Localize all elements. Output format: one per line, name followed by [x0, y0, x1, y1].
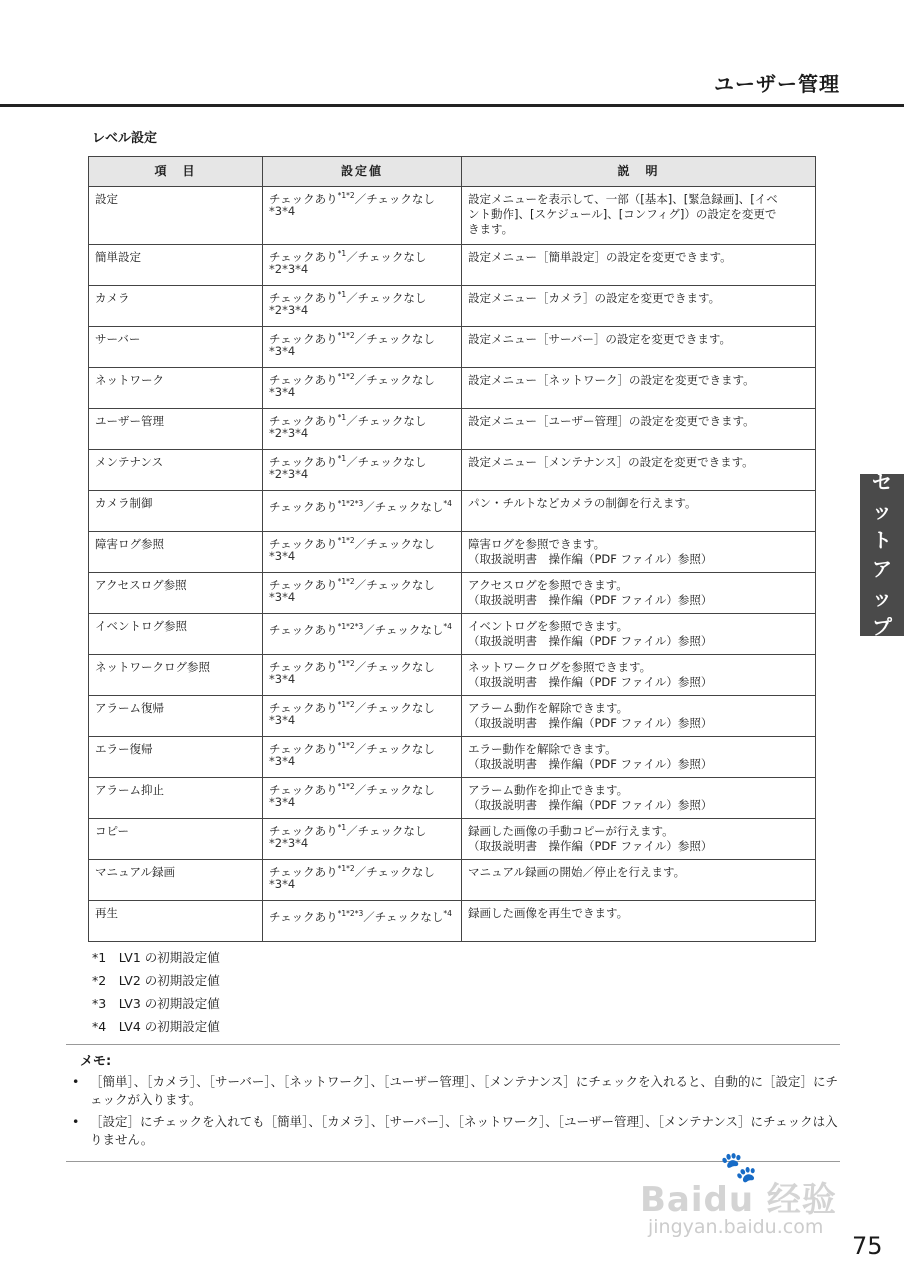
setting-off-footnote-ref: *3*4	[269, 204, 296, 218]
description-line: （取扱説明書 操作編（PDF ファイル）参照）	[468, 798, 713, 812]
setting-cell	[263, 860, 462, 901]
item-cell: アクセスログ参照	[89, 573, 263, 614]
item-cell: ユーザー管理	[89, 409, 263, 450]
side-tab-char: プ	[872, 615, 892, 639]
setting-on-footnote-ref: *1*2	[337, 659, 355, 668]
item-cell: 設定	[89, 187, 263, 245]
setting-cell	[263, 327, 462, 368]
side-tab-char: ト	[872, 528, 892, 552]
column-header-setting: 設定値	[263, 157, 462, 187]
item-cell: 再生	[89, 901, 263, 942]
description-cell	[462, 245, 816, 286]
description-line: （取扱説明書 操作編（PDF ファイル）参照）	[468, 757, 713, 771]
setting-value	[269, 537, 455, 552]
table-row	[89, 245, 816, 286]
setting-off-footnote-ref: *2*3*4	[269, 262, 309, 276]
setting-value	[269, 192, 455, 207]
header-rule	[0, 104, 904, 107]
item-cell: ネットワーク	[89, 368, 263, 409]
description-cell	[462, 819, 816, 860]
section-title: レベル設定	[92, 131, 158, 146]
setting-value	[269, 701, 455, 716]
setting-on-text: チェックあり	[269, 500, 338, 514]
setting-on-text: チェックあり	[269, 824, 338, 838]
setting-off-text: ／チェックなし	[354, 332, 435, 346]
setting-off-footnote-ref: *2*3*4	[269, 836, 309, 850]
setting-on-text: チェックあり	[269, 332, 338, 346]
setting-cell	[263, 573, 462, 614]
setting-off-text-wrap: し	[431, 500, 444, 514]
description-line: 設定メニュー［サーバー］の設定を変更できます。	[468, 332, 732, 346]
description-line: 設定メニューを表示して、一部（[基本]、[緊急録画]、[イベ	[468, 192, 778, 206]
memo-item	[70, 1073, 840, 1109]
setting-on-footnote-ref: *1*2	[337, 191, 355, 200]
setting-on-text: チェックあり	[269, 578, 338, 592]
description-line: 録画した画像を再生できます。	[468, 906, 629, 920]
description-line: マニュアル録画の開始／停止を行えます。	[468, 865, 686, 879]
setting-on-footnote-ref: *1*2	[337, 700, 355, 709]
table-row	[89, 901, 816, 942]
memo-item	[70, 1113, 840, 1149]
setting-cell	[263, 286, 462, 327]
description-cell	[462, 737, 816, 778]
item-cell: アラーム抑止	[89, 778, 263, 819]
item-cell: カメラ制御	[89, 491, 263, 532]
setting-off-text: ／チェックなし	[354, 578, 435, 592]
description-cell	[462, 368, 816, 409]
column-header-description: 説 明	[462, 157, 816, 187]
setting-off-text: ／チェックなし	[354, 660, 435, 674]
side-tab-char: ッ	[872, 499, 892, 523]
setting-on-footnote-ref: *1*2	[337, 536, 355, 545]
side-tab-char: ア	[872, 557, 892, 581]
column-header-item: 項 目	[89, 157, 263, 187]
setting-value	[269, 865, 455, 880]
description-cell	[462, 286, 816, 327]
setting-on-footnote-ref: *1*2	[337, 782, 355, 791]
description-line: ント動作]、[スケジュール]、[コンフィグ]）の設定を変更で	[468, 207, 777, 221]
setting-cell	[263, 819, 462, 860]
item-cell: メンテナンス	[89, 450, 263, 491]
description-line: （取扱説明書 操作編（PDF ファイル）参照）	[468, 839, 713, 853]
table-row	[89, 409, 816, 450]
setting-off-text-wrap: し	[431, 910, 444, 924]
item-cell: サーバー	[89, 327, 263, 368]
bullet-icon: •	[72, 1074, 80, 1089]
setting-on-footnote-ref: *1*2	[337, 741, 355, 750]
description-line: アラーム動作を解除できます。	[468, 701, 629, 715]
description-cell	[462, 860, 816, 901]
item-cell: イベントログ参照	[89, 614, 263, 655]
footnote: *4 LV4 の初期設定値	[92, 1019, 220, 1034]
page-header-title: ユーザー管理	[714, 72, 840, 96]
item-cell: エラー復帰	[89, 737, 263, 778]
description-line: 録画した画像の手動コピーが行えます。	[468, 824, 674, 838]
setting-on-footnote-ref: *1*2	[337, 372, 355, 381]
description-line: アラーム動作を抑止できます。	[468, 783, 629, 797]
setting-on-text: チェックあり	[269, 865, 338, 879]
setting-off-text: ／チェックなし	[354, 701, 435, 715]
description-line: ネットワークログを参照できます。	[468, 660, 652, 674]
description-cell	[462, 655, 816, 696]
setting-cell	[263, 532, 462, 573]
setting-cell	[263, 450, 462, 491]
setting-cell	[263, 187, 462, 245]
setting-off-text: ／チェックなし	[354, 865, 435, 879]
setting-value	[269, 783, 455, 798]
setting-off-text: ／チェックなし	[346, 824, 427, 838]
side-tab-setup	[860, 470, 904, 639]
setting-on-text: チェックあり	[269, 537, 338, 551]
setting-off-footnote-ref: *2*3*4	[269, 467, 309, 481]
setting-off-footnote-ref: *3*4	[269, 754, 296, 768]
setting-off-footnote-ref: *3*4	[269, 344, 296, 358]
description-cell	[462, 901, 816, 942]
setting-on-text: チェックあり	[269, 291, 338, 305]
setting-off-text: ／チェックなし	[354, 373, 435, 387]
memo-item-text: ［設定］にチェックを入れても［簡単］、［カメラ］、［サーバー］、［ネットワーク］、［ユーザー管理］、［メンテナンス］にチェックは入りません。	[90, 1114, 838, 1147]
setting-value	[269, 906, 455, 925]
description-line: 設定メニュー［カメラ］の設定を変更できます。	[468, 291, 721, 305]
setting-on-footnote-ref: *1*2*3	[337, 622, 364, 631]
table-row	[89, 696, 816, 737]
level-settings-table	[88, 156, 816, 942]
setting-on-text: チェックあり	[269, 660, 338, 674]
setting-cell	[263, 655, 462, 696]
setting-off-footnote-ref: *4	[443, 909, 452, 918]
description-line: 設定メニュー［メンテナンス］の設定を変更できます。	[468, 455, 754, 469]
description-cell	[462, 327, 816, 368]
setting-on-text: チェックあり	[269, 623, 338, 637]
setting-value	[269, 660, 455, 675]
memo-title: メモ:	[80, 1054, 112, 1069]
description-line: 設定メニュー［ネットワーク］の設定を変更できます。	[468, 373, 755, 387]
table-row	[89, 778, 816, 819]
setting-off-footnote-ref: *3*4	[269, 549, 296, 563]
page-number: 75	[852, 1232, 883, 1260]
setting-on-text: チェックあり	[269, 192, 338, 206]
description-line: 障害ログを参照できます。	[468, 537, 606, 551]
setting-off-footnote-ref: *3*4	[269, 877, 296, 891]
description-cell	[462, 187, 816, 245]
table-row	[89, 614, 816, 655]
side-tab-char: セ	[872, 470, 892, 494]
description-cell	[462, 573, 816, 614]
description-line: きます。	[468, 222, 514, 236]
setting-value	[269, 578, 455, 593]
memo-list	[70, 1073, 840, 1153]
table-row	[89, 532, 816, 573]
setting-on-text: チェックあり	[269, 701, 338, 715]
setting-off-footnote-ref: *3*4	[269, 672, 296, 686]
setting-cell	[263, 696, 462, 737]
setting-off-footnote-ref: *3*4	[269, 795, 296, 809]
description-line: （取扱説明書 操作編（PDF ファイル）参照）	[468, 675, 713, 689]
description-cell	[462, 491, 816, 532]
setting-value	[269, 332, 455, 347]
footnote: *3 LV3 の初期設定値	[92, 996, 220, 1011]
footnote: *1 LV1 の初期設定値	[92, 950, 220, 965]
setting-on-text: チェックあり	[269, 742, 338, 756]
setting-cell	[263, 778, 462, 819]
table-row	[89, 860, 816, 901]
item-cell: コピー	[89, 819, 263, 860]
table-row	[89, 450, 816, 491]
setting-off-text: ／チェックな	[363, 623, 432, 637]
bullet-icon: •	[72, 1114, 80, 1129]
table-row	[89, 573, 816, 614]
table-row	[89, 737, 816, 778]
setting-cell	[263, 491, 462, 532]
watermark-url: jingyan.baidu.com	[648, 1216, 824, 1238]
footnotes	[92, 946, 220, 1038]
setting-off-footnote-ref: *3*4	[269, 713, 296, 727]
setting-off-text: ／チェックな	[363, 500, 432, 514]
footnote: *2 LV2 の初期設定値	[92, 973, 220, 988]
setting-off-text: ／チェックなし	[354, 192, 435, 206]
table-row	[89, 327, 816, 368]
table-row	[89, 655, 816, 696]
item-cell: 障害ログ参照	[89, 532, 263, 573]
setting-cell	[263, 245, 462, 286]
setting-off-text-wrap: し	[431, 623, 444, 637]
description-cell	[462, 614, 816, 655]
setting-off-footnote-ref: *3*4	[269, 590, 296, 604]
description-line: アクセスログを参照できます。	[468, 578, 628, 592]
table-row	[89, 187, 816, 245]
table-row	[89, 491, 816, 532]
setting-off-footnote-ref: *3*4	[269, 385, 296, 399]
table-row	[89, 368, 816, 409]
setting-cell	[263, 368, 462, 409]
description-line: パン・チルトなどカメラの制御を行えます。	[468, 496, 697, 510]
setting-off-text: ／チェックなし	[346, 291, 427, 305]
setting-on-text: チェックあり	[269, 910, 338, 924]
description-line: エラー動作を解除できます。	[468, 742, 617, 756]
description-line: （取扱説明書 操作編（PDF ファイル）参照）	[468, 552, 713, 566]
setting-on-footnote-ref: *1*2	[337, 331, 355, 340]
memo-item-text: ［簡単］、［カメラ］、［サーバー］、［ネットワーク］、［ユーザー管理］、［メンテナンス］にチェックを入れると、自動的に［設定］にチェックが入ります。	[90, 1074, 839, 1107]
setting-on-footnote-ref: *1*2	[337, 577, 355, 586]
side-tab-char: ッ	[872, 586, 892, 610]
setting-value	[269, 742, 455, 757]
description-cell	[462, 450, 816, 491]
setting-on-text: チェックあり	[269, 414, 338, 428]
description-line: （取扱説明書 操作編（PDF ファイル）参照）	[468, 593, 713, 607]
table-row	[89, 286, 816, 327]
setting-on-footnote-ref: *1*2	[337, 864, 355, 873]
setting-off-footnote-ref: *4	[443, 499, 452, 508]
description-cell	[462, 696, 816, 737]
setting-cell	[263, 614, 462, 655]
setting-cell	[263, 737, 462, 778]
description-line: （取扱説明書 操作編（PDF ファイル）参照）	[468, 634, 713, 648]
description-cell	[462, 778, 816, 819]
item-cell: ネットワークログ参照	[89, 655, 263, 696]
setting-off-text: ／チェックなし	[354, 537, 435, 551]
item-cell: カメラ	[89, 286, 263, 327]
setting-on-footnote-ref: *1	[337, 249, 347, 258]
description-line: 設定メニュー［ユーザー管理］の設定を変更できます。	[468, 414, 755, 428]
setting-value	[269, 496, 455, 515]
watermark	[640, 1150, 860, 1240]
setting-off-footnote-ref: *2*3*4	[269, 303, 309, 317]
setting-off-text: ／チェックな	[363, 910, 432, 924]
memo-divider-top	[66, 1044, 840, 1045]
setting-on-text: チェックあり	[269, 455, 338, 469]
setting-cell	[263, 901, 462, 942]
setting-value	[269, 373, 455, 388]
setting-on-footnote-ref: *1*2*3	[337, 909, 364, 918]
setting-on-footnote-ref: *1*2*3	[337, 499, 364, 508]
setting-off-text: ／チェックなし	[354, 783, 435, 797]
setting-on-footnote-ref: *1	[337, 413, 347, 422]
description-line: （取扱説明書 操作編（PDF ファイル）参照）	[468, 716, 713, 730]
setting-cell	[263, 409, 462, 450]
watermark-brand: Baidu 经验	[640, 1180, 837, 1220]
paw-icon: 🐾	[720, 1150, 758, 1185]
item-cell: アラーム復帰	[89, 696, 263, 737]
description-line: イベントログを参照できます。	[468, 619, 629, 633]
setting-on-footnote-ref: *1	[337, 823, 347, 832]
item-cell: 簡単設定	[89, 245, 263, 286]
description-line: 設定メニュー［簡単設定］の設定を変更できます。	[468, 250, 732, 264]
setting-on-text: チェックあり	[269, 373, 338, 387]
setting-off-text: ／チェックなし	[346, 455, 427, 469]
setting-off-footnote-ref: *2*3*4	[269, 426, 309, 440]
setting-off-text: ／チェックなし	[354, 742, 435, 756]
setting-off-footnote-ref: *4	[443, 622, 452, 631]
setting-on-text: チェックあり	[269, 250, 338, 264]
setting-on-footnote-ref: *1	[337, 290, 347, 299]
setting-on-footnote-ref: *1	[337, 454, 347, 463]
table-header-row	[89, 157, 816, 187]
item-cell: マニュアル録画	[89, 860, 263, 901]
setting-on-text: チェックあり	[269, 783, 338, 797]
table-row	[89, 819, 816, 860]
description-cell	[462, 532, 816, 573]
setting-value	[269, 619, 455, 638]
setting-off-text: ／チェックなし	[346, 250, 427, 264]
description-cell	[462, 409, 816, 450]
setting-off-text: ／チェックなし	[346, 414, 427, 428]
